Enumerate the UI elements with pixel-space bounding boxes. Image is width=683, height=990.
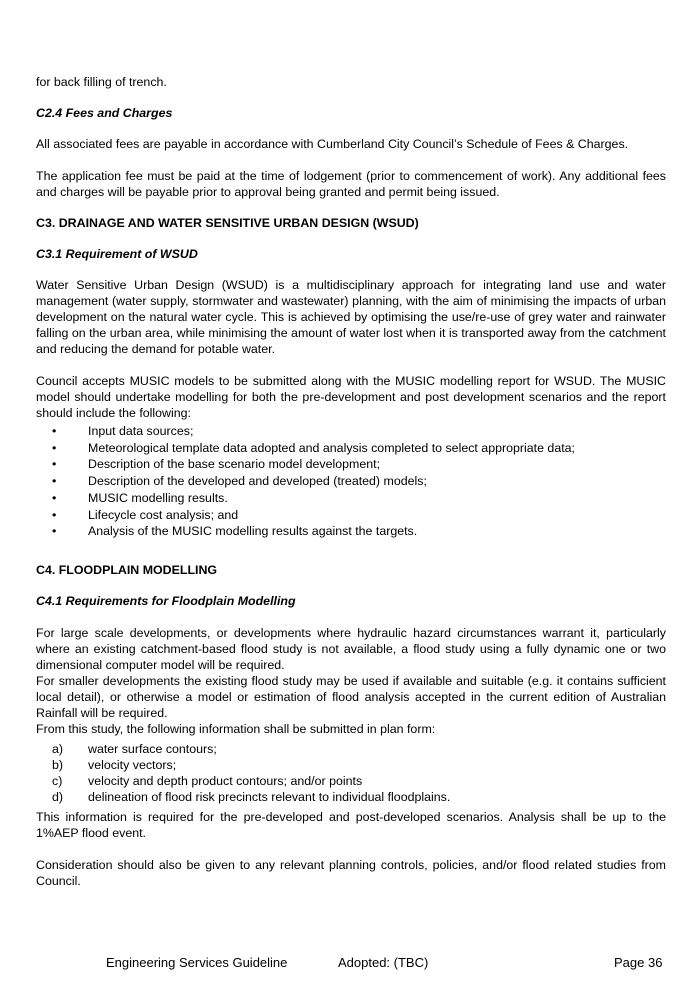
- document-body: [36, 74, 666, 889]
- paragraph: The application fee must be paid at the time of lodgement (prior to commencement of work). Any additional fees and charges will be payable prior to approval being granted and permit being issued.: [36, 169, 666, 199]
- paragraph: From this study, the following information shall be submitted in plan form:: [36, 721, 436, 736]
- footer-adopted-status: Adopted: (TBC): [338, 955, 429, 970]
- paragraph: Council accepts MUSIC models to be submitted along with the MUSIC modelling report for WSUD. The MUSIC model should undertake modelling for both the pre-development and post development scenarios and the report should include the following:: [36, 374, 666, 420]
- flood-info-list: [36, 741, 666, 805]
- list-item: • Description of the developed and developed (treated) models;: [52, 474, 427, 489]
- list-item: • Description of the base scenario model development;: [52, 457, 381, 472]
- list-item: a) water surface contours;: [52, 741, 217, 756]
- section-heading-c4: C4. FLOODPLAIN MODELLING: [36, 562, 218, 577]
- bullet-icon: •: [52, 490, 57, 505]
- section-heading-c3-1: C3.1 Requirement of WSUD: [36, 247, 198, 261]
- wsud-requirements-list: [36, 423, 666, 540]
- list-item: c) velocity and depth product contours; and/or points: [52, 773, 363, 788]
- section-heading-c4-1: C4.1 Requirements for Floodplain Modelling: [36, 593, 296, 608]
- list-item: • MUSIC modelling results.: [52, 490, 228, 505]
- list-item: d) delineation of flood risk precincts relevant to individual floodplains.: [52, 789, 451, 804]
- list-item: • Lifecycle cost analysis; and: [52, 507, 239, 522]
- intro-line: for back filling of trench.: [36, 75, 167, 89]
- bullet-icon: •: [52, 524, 57, 539]
- list-item: • Meteorological template data adopted and analysis completed to select appropriate data;: [52, 440, 575, 455]
- paragraph: For large scale developments, or developments where hydraulic hazard circumstances warrant it, particularly where an existing catchment-based flood study is not available, a flood study using a fully dynamic one or two dimensional computer model will be required.: [36, 625, 666, 672]
- paragraph: Water Sensitive Urban Design (WSUD) is a multidisciplinary approach for integrating land use and water management (water supply, stormwater and wastewater) planning, with the aim of minimising the impacts of urban development on the natural water cycle. This is achieved by optimising the use/re-use of grey water and rainwater falling on the urban area, while minimising the amount of water lost when it is transported away from the catchment and reducing the demand for potable water.: [36, 278, 666, 356]
- bullet-icon: •: [52, 457, 57, 472]
- list-item: • Analysis of the MUSIC modelling results against the targets.: [52, 524, 418, 539]
- bullet-icon: •: [52, 440, 57, 455]
- list-item: b) velocity vectors;: [52, 757, 177, 772]
- paragraph: For smaller developments the existing flood study may be used if available and suitable (e.g. it contains sufficient local detail), or otherwise a model or estimation of flood analysis accepted in the current edition of Australian Rainfall will be required.: [36, 673, 666, 720]
- footer-document-title: Engineering Services Guideline: [106, 955, 288, 970]
- section-heading-c2-4: C2.4 Fees and Charges: [36, 106, 173, 120]
- footer-page-number: Page 36: [614, 955, 663, 970]
- paragraph: This information is required for the pre-developed and post-developed scenarios. Analysis shall be up to the 1%AEP flood event.: [36, 809, 666, 840]
- bullet-icon: •: [52, 474, 57, 489]
- list-item: • Input data sources;: [52, 424, 194, 438]
- bullet-icon: •: [52, 507, 57, 522]
- paragraph: Consideration should also be given to any relevant planning controls, policies, and/or flood related studies from Council.: [36, 857, 666, 888]
- bullet-icon: •: [52, 424, 57, 438]
- paragraph: All associated fees are payable in accordance with Cumberland City Council’s Schedule of Fees & Charges.: [36, 137, 629, 151]
- section-heading-c3: C3. DRAINAGE AND WATER SENSITIVE URBAN DESIGN (WSUD): [36, 216, 419, 230]
